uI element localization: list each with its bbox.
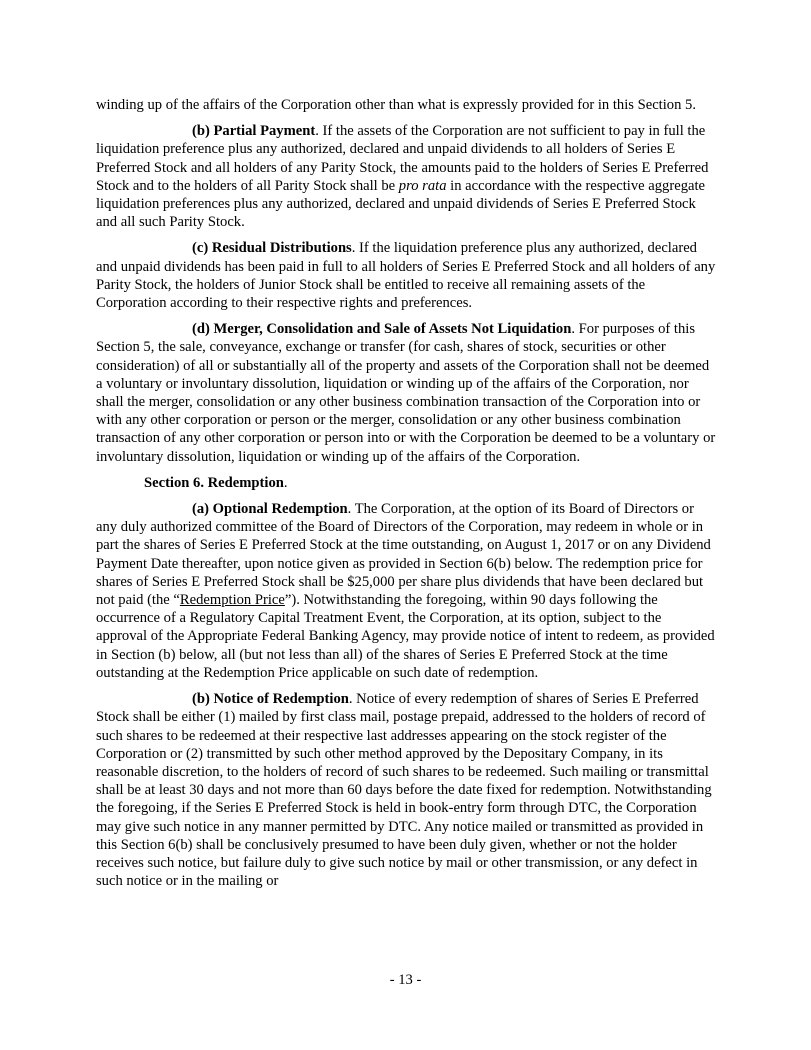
partial-payment-heading: (b) Partial Payment — [192, 123, 316, 140]
residual-distributions-text: . If the liquidation preference plus any authorized, declared and unpaid dividends has been paid in full to all holders of Series E Preferred Stock and all holders of any Parity Stock, the holders of Junior Stock shall be entitled to receive all remaining assets of the Corporation according to their respective rights and preferences. — [96, 240, 716, 312]
redemption-price-term: Redemption Price — [179, 592, 285, 609]
optional-redemption-text-1: . The Corporation, at the option of its Board of Directors or any duly authorized committee of the Board of Directors of the Corporation, may redeem in whole or in part the shares of Series E Preferred Stock at the time outstanding, on August 1, 2017 or on any Dividend Payment Date thereafter, upon notice given as provided in Section 6(b) below. The redemption price for shares of Series E Preferred Stock shall be $25,000 per share plus dividends that have been declared but not paid (the “ — [96, 501, 711, 609]
section6-heading — [96, 474, 716, 492]
partial-payment-text-1: . If the assets of the Corporation are not sufficient to pay in full the liquidation preference plus any authorized, declared and unpaid dividends to all holders of Series E Preferred Stock and all holders of any Parity Stock, the amounts paid to the holders of Series E Preferred Stock and to the holders of all Parity Stock shall be — [96, 123, 709, 194]
notice-of-redemption-heading: (b) Notice of Redemption — [192, 691, 349, 708]
section6-heading-suffix: . — [283, 474, 288, 491]
optional-redemption-text-2: ”). Notwithstanding the foregoing, within 90 days following the occurrence of a Regulatory Capital Treatment Event, the Corporation, at its option, subject to the approval of the Appropriate Federal Banking Agency, may provide notice of intent to redeem, as provided in Section (b) below, all (but not less than all) of the shares of Series E Preferred Stock at the time outstanding at the Redemption Price applicable on such date of redemption. — [96, 592, 715, 681]
section6-notice-of-redemption — [96, 690, 716, 890]
merger-consolidation-text: . For purposes of this Section 5, the sale, conveyance, exchange or transfer (for cash, shares of stock, securities or other consideration) of all or substantially all of the property and assets of the Corporation shall not be deemed a voluntary or involuntary dissolution, liquidation or winding up of the affairs of the Corporation, nor shall the merger, consolidation or any other business combination transaction of the Corporation into or with any other corporation or person or the merger, consolidation or any other business combination transaction of any other corporation or person into or with the Corporation be deemed to be a voluntary or involuntary dissolution, liquidation or winding up of the affairs of the Corporation. — [96, 321, 716, 465]
continued-paragraph: winding up of the affairs of the Corporation other than what is expressly provided for in this Section 5. — [96, 97, 696, 113]
optional-redemption-heading: (a) Optional Redemption — [192, 501, 348, 518]
merger-consolidation-heading: (d) Merger, Consolidation and Sale of Assets Not Liquidation — [192, 321, 572, 338]
residual-distributions-heading: (c) Residual Distributions — [192, 240, 352, 257]
page-number: - 13 - — [389, 972, 422, 988]
section5-merger-consolidation — [96, 320, 716, 466]
partial-payment-text-2: in accordance with the respective aggregate liquidation preferences plus any authorized, declared and unpaid dividends of Series E Preferred Stock and all such Parity Stock. — [96, 177, 705, 231]
section6-heading-text: Section 6. Redemption — [144, 474, 284, 491]
section5-partial-payment — [96, 122, 716, 231]
document-page — [96, 96, 716, 898]
section5-residual-distributions — [96, 239, 716, 312]
notice-of-redemption-text: . Notice of every redemption of shares of Series E Preferred Stock shall be either (1) mailed by first class mail, postage prepaid, addressed to the holders of record of such shares to be redeemed at their respective last addresses appearing on the stock register of the Corporation or (2) transmitted by such other method approved by the Depositary Company, in its reasonable discretion, to the holders of record of such shares to be redeemed. Such mailing or transmittal shall be at least 30 days and not more than 60 days before the date fixed for redemption. Notwithstanding the foregoing, if the Series E Preferred Stock is held in book-entry form through DTC, the Corporation may give such notice in any manner permitted by DTC. Any notice mailed or transmitted as provided in this Section 6(b) shall be conclusively presumed to have been duly given, whether or not the holder receives such notice, but failure duly to give such notice by mail or other transmission, or any defect in such notice or in the mailing or — [96, 691, 712, 890]
pro-rata-italic: pro rata — [398, 177, 447, 194]
section6-optional-redemption — [96, 500, 716, 682]
